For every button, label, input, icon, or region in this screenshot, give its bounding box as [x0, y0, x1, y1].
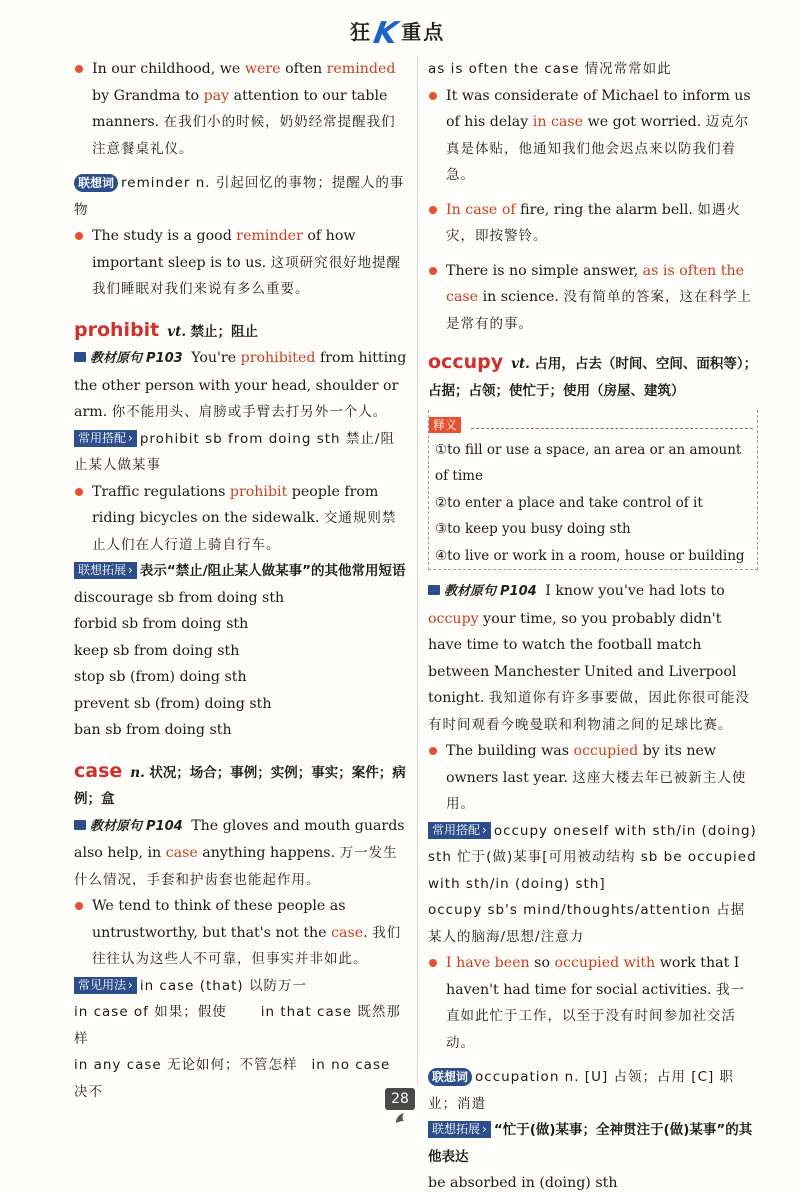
column-divider	[417, 56, 418, 1086]
usage-line: in any case 无论如何；不管怎样 in no case 决不	[74, 1057, 391, 1100]
phrase-list	[74, 585, 408, 744]
collocation-tag: 常用搭配 ›	[74, 430, 137, 447]
extension-occupy: 联想拓展 › “忙于(做)某事；全神贯注于(做)某事”的其他表达	[428, 1117, 758, 1170]
definition-item: ③to keep you busy doing sth	[435, 521, 631, 537]
association-tag: 联想词	[74, 174, 118, 192]
page-number: 28	[385, 1088, 415, 1110]
page-header	[0, 0, 800, 50]
extension-prohibit: 联想拓展 › 表示“禁止/阻止某人做某事”的其他常用短语	[74, 558, 408, 585]
phrase-item: stop sb (from) doing sth	[74, 669, 247, 685]
example-remind: In our childhood, we were often reminded by Grandma to pay attention to our table manners. 在我们小的时候，奶奶经常提醒我们注意餐桌礼仪。	[74, 56, 408, 162]
phrase-item: discourage sb from doing sth	[74, 589, 285, 606]
usage-line: in case of 如果；假使 in that case 既然那样	[74, 1004, 401, 1047]
example-occupied: The building was occupied by its new owners last year. 这座大楼去年已被新主人使用。	[428, 738, 758, 818]
source-sentence-prohibit: 教材原句 P103 You're prohibited from hitting the other person with your head, shoulder or arm. 你不能用头、肩膀或手臂去打另外一个人。	[74, 350, 407, 420]
phrase-item: forbid sb from doing sth	[74, 616, 249, 632]
definition-item: ①to fill or use a space, an area or an amount of time	[435, 441, 742, 484]
example-in-case: It was considerate of Michael to inform us of his delay in case we got worried. 迈克尔真是体贴，他通知我们他会迟点来以防我们着急。	[428, 83, 758, 189]
brand-right: 重点	[401, 20, 446, 44]
collocation-prohibit: 常用搭配 › prohibit sb from doing sth 禁止/阻止某人做某事	[74, 426, 408, 479]
association-tag: 联想词	[428, 1068, 472, 1086]
example-as-is-often: There is no simple answer, as is often the case in science. 没有简单的答案，这在科学上是常有的事。	[428, 258, 758, 338]
headword-case: case n. 状况；场合；事例；实例；事实；案件；病例；盒	[74, 759, 406, 807]
brand-k: K	[370, 16, 403, 51]
headword-occupy: occupy vt. 占用，占去（时间、空间、面积等）；占据；占领；使忙于；使用（房屋、建筑）	[428, 351, 758, 399]
collocation-line: occupy sb's mind/thoughts/attention 占据某人的脑海/思想/注意力	[428, 902, 746, 945]
book-icon	[74, 820, 86, 830]
extension-tag: 联想拓展 ›	[428, 1121, 491, 1138]
usage-case: 常见用法 › in case (that) 以防万一	[74, 973, 408, 1000]
collocation-occupy: 常用搭配 › occupy oneself with sth/in (doing) sth 忙于(做)某事[可用被动结构 sb be occupied with sth/in (doing) sth]	[428, 818, 758, 898]
brand-left: 狂	[350, 20, 372, 44]
phrase-item: keep sb from doing sth	[74, 642, 240, 659]
collocation-tag: 常用搭配 ›	[428, 822, 491, 839]
book-icon	[428, 585, 440, 595]
book-icon	[74, 352, 86, 362]
bird-icon	[394, 1111, 406, 1125]
source-sentence-case: 教材原句 P104 The gloves and mouth guards also help, in case anything happens. 万一发生什么情况，手套和护齿套也能起作用。	[74, 817, 405, 888]
association-reminder: 联想词 reminder n. 引起回忆的事物；提醒人的事物	[74, 175, 405, 218]
source-sentence-occupy: 教材原句 P104 I know you've had lots to occupy your time, so you probably didn't have time to watch the football match between Manchester United and Liverpool tonight. 我知道你有许多事要做，因此你很可能没有时间观看今晚曼联和利物浦之间的足球比赛。	[428, 583, 750, 733]
definition-item: ②to enter a place and take control of it	[435, 494, 703, 511]
example-occupied-with: I have been so occupied with work that I haven't had time for social activities. 我一直如此忙于工作，以至于没有时间参加社交活动。	[428, 950, 758, 1056]
example-reminder: The study is a good reminder of how important sleep is to us. 这项研究很好地提醒我们睡眠对我们来说有多么重要。	[74, 223, 408, 303]
left-column	[74, 56, 408, 1105]
definition-tag: 释义	[429, 417, 461, 433]
phrase-item: prevent sb (from) doing sth	[74, 695, 272, 712]
usage-tag: 常见用法 ›	[74, 977, 137, 994]
phrase-item: ban sb from doing sth	[74, 722, 232, 738]
right-column	[428, 56, 758, 1197]
brand-logo	[350, 16, 445, 51]
association-occupation: 联想词 occupation n. [U] 占领；占用 [C] 职业；消遣	[428, 1069, 735, 1112]
definition-box	[428, 410, 758, 570]
phrase-item: be absorbed in (doing) sth	[428, 1175, 618, 1191]
extension-tag: 联想拓展 ›	[74, 562, 137, 579]
example-case: We tend to think of these people as untrustworthy, but that's not the case. 我们往往认为这些人不可靠，但事实并非如此。	[74, 893, 408, 973]
example-prohibit: Traffic regulations prohibit people from riding bicycles on the sidewalk. 交通规则禁止人们在人行道上骑自行车。	[74, 479, 408, 559]
headword-prohibit: prohibit vt. 禁止；阻止	[74, 318, 259, 341]
definition-item: ④to live or work in a room, house or building	[435, 547, 745, 564]
example-in-case-of: In case of fire, ring the alarm bell. 如遇火灾，即按警铃。	[428, 197, 758, 250]
usage-line: as is often the case 情况常常如此	[428, 61, 672, 77]
